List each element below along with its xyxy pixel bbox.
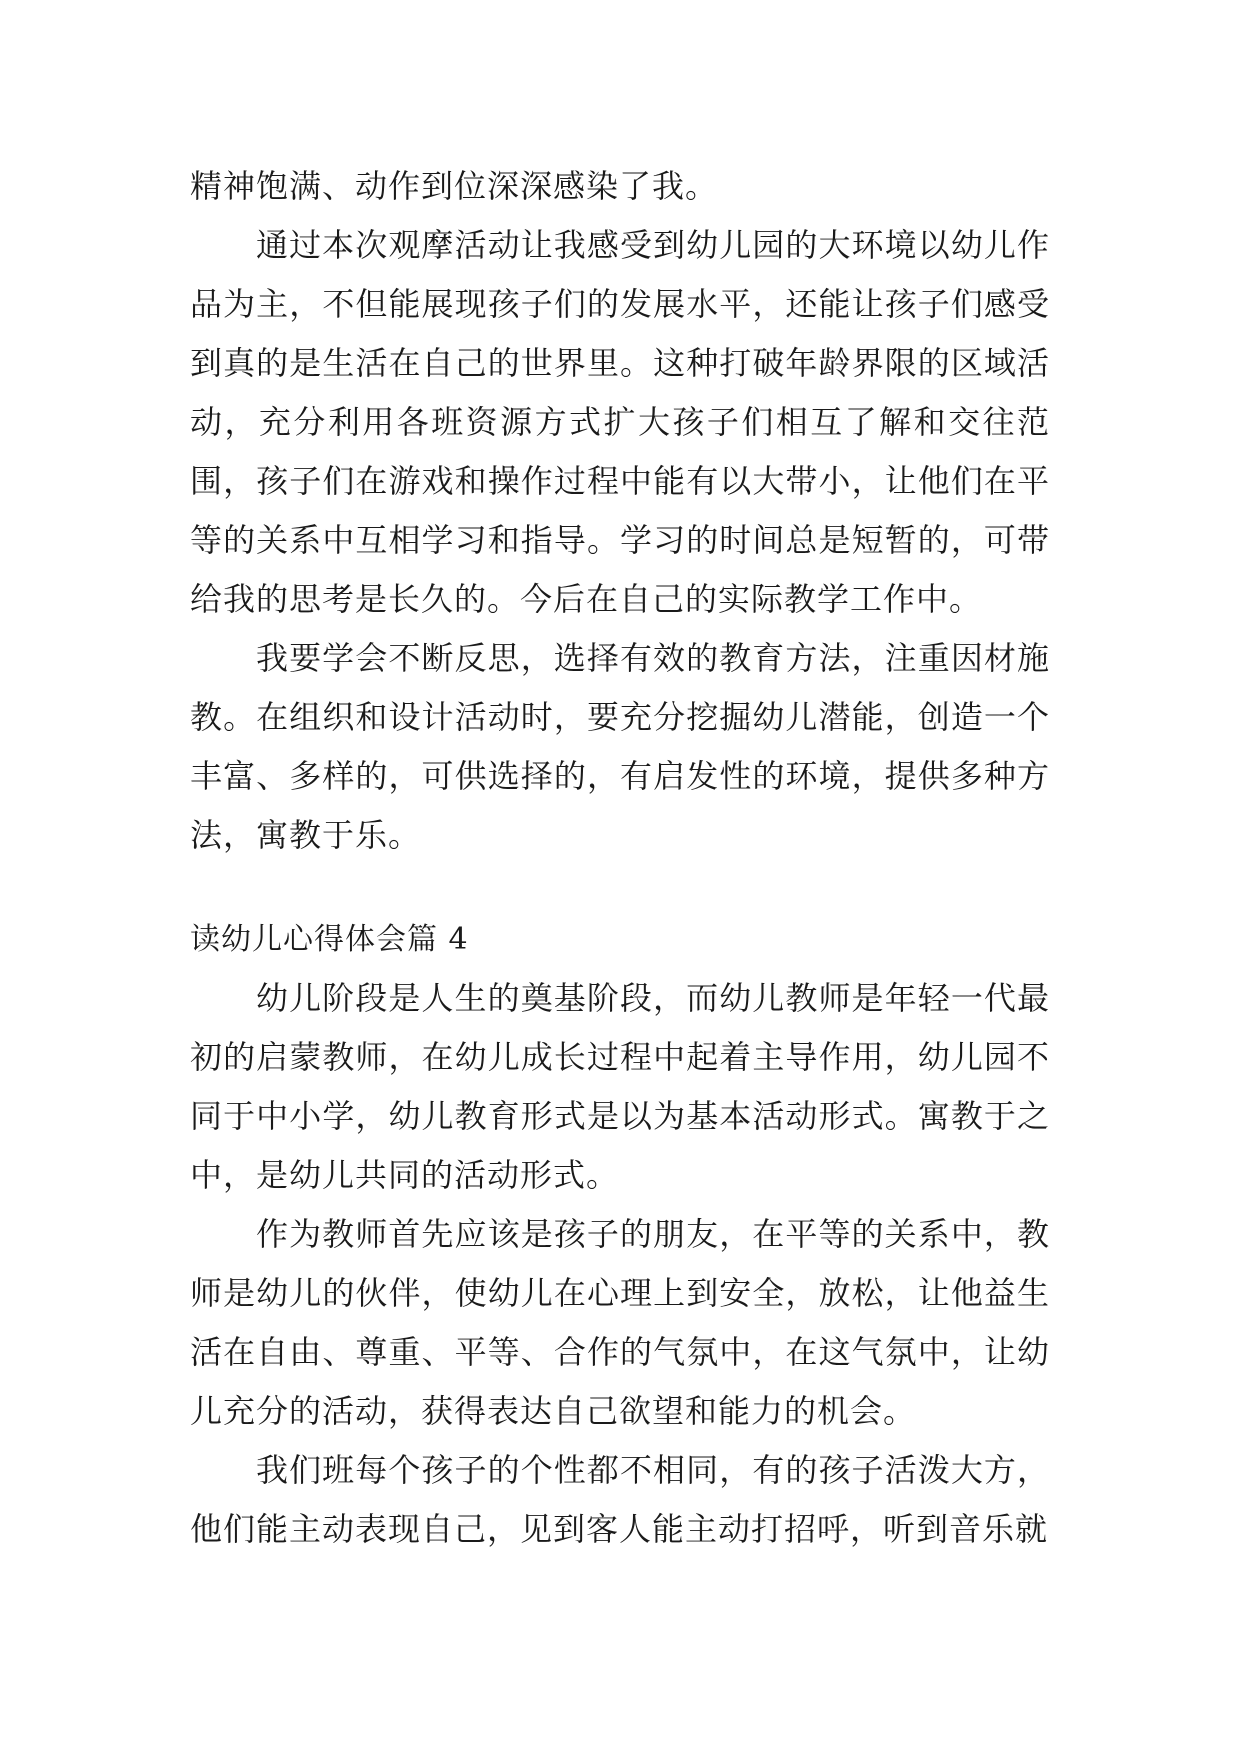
body-paragraph: 我们班每个孩子的个性都不相同，有的孩子活泼大方，他们能主动表现自己，见到客人能主动打招呼，听到音乐就	[190, 1451, 1050, 1548]
body-paragraph: 作为教师首先应该是孩子的朋友，在平等的关系中，教师是幼儿的伙伴，使幼儿在心理上到安全，放松，让他益生活在自由、尊重、平等、合作的气氛中，在这气氛中，让幼儿充分的活动，获得表达自己欲望和能力的机会。	[190, 1215, 1050, 1430]
section-a-text	[190, 157, 1050, 865]
body-paragraph: 通过本次观摩活动让我感受到幼儿园的大环境以幼儿作品为主，不但能展现孩子们的发展水平，还能让孩子们感受到真的是生活在自己的世界里。这种打破年龄界限的区域活动，充分利用各班资源方式扩大孩子们相互了解和交往范围，孩子们在游戏和操作过程中能有以大带小，让他们在平等的关系中互相学习和指导。学习的时间总是短暂的，可带给我的思考是长久的。今后在自己的实际教学工作中。	[190, 226, 1050, 618]
body-paragraph: 我要学会不断反思，选择有效的教育方法，注重因材施教。在组织和设计活动时，要充分挖掘幼儿潜能，创造一个丰富、多样的，可供选择的，有启发性的环境，提供多种方法，寓教于乐。	[190, 639, 1050, 854]
section-b-text	[190, 969, 1050, 1559]
section-heading: 读幼儿心得体会篇 4	[190, 922, 469, 957]
body-paragraph: 幼儿阶段是人生的奠基阶段，而幼儿教师是年轻一代最初的启蒙教师，在幼儿成长过程中起着主导作用，幼儿园不同于中小学，幼儿教育形式是以为基本活动形式。寓教于之中，是幼儿共同的活动形式。	[190, 979, 1050, 1194]
continuation-paragraph: 精神饱满、动作到位深深感染了我。	[190, 167, 719, 205]
